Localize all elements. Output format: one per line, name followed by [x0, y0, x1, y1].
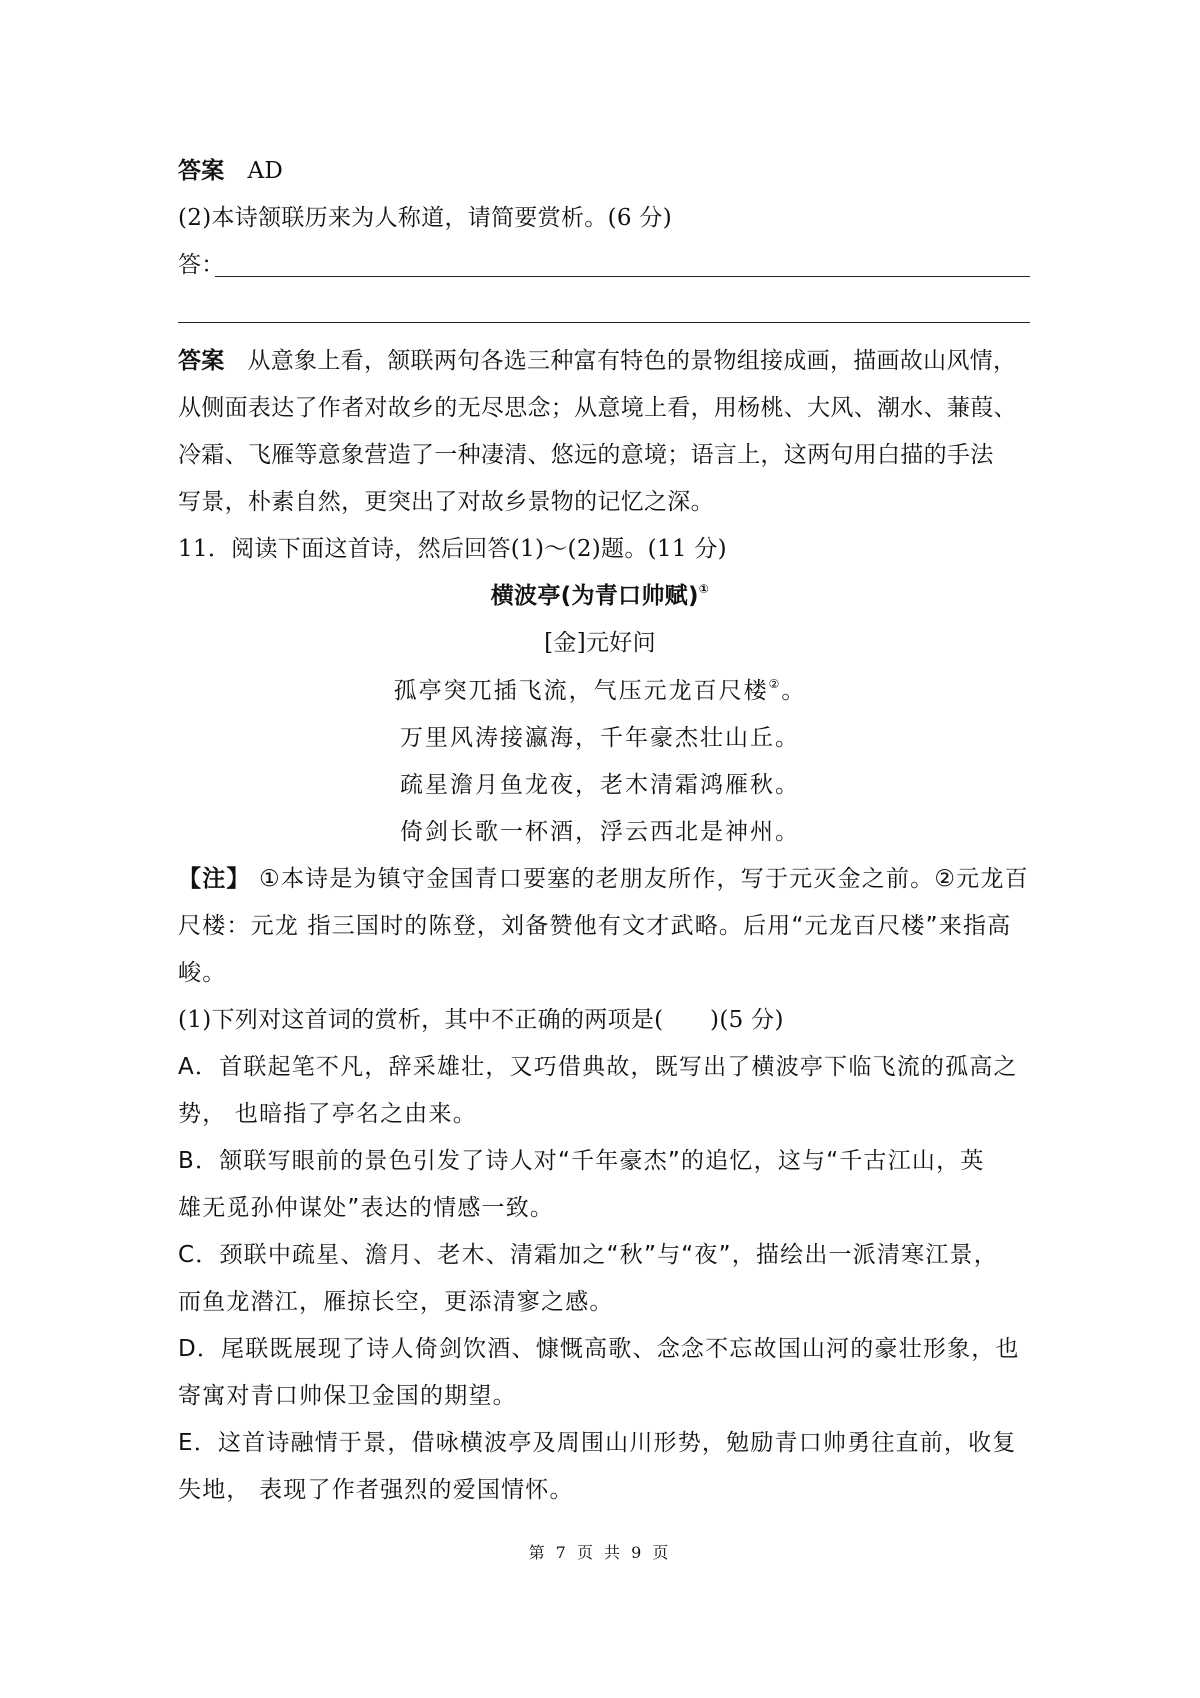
answer-label: 答： — [178, 252, 225, 278]
option-b-line-2: 雄无觅孙仲谋处”表达的情感一致。 — [178, 1195, 555, 1221]
option-a-line-1: A．首联起笔不凡，辞采雄壮，又巧借典故，既写出了横波亭下临飞流的孤高之 — [178, 1054, 1018, 1080]
q2-answer-line-1: 答案 从意象上看，颔联两句各选三种富有特色的景物组接成画，描画故山风情， — [178, 347, 1017, 374]
option-b-line-1: B．颔联写眼前的景色引发了诗人对“千年豪杰”的追忆，这与“千古江山，英 — [178, 1148, 985, 1174]
option-e-line-2: 失地， 表现了作者强烈的爱国情怀。 — [178, 1477, 574, 1503]
poem-author: [金]元好问 — [544, 630, 656, 656]
answer-blank-line-2 — [178, 322, 1030, 323]
answer-blank-line-1 — [215, 276, 1030, 277]
footnote-marker-2: ② — [768, 677, 782, 691]
option-a-line-2: 势， 也暗指了亭名之由来。 — [178, 1101, 477, 1127]
sub-question-1: (1)下列对这首词的赏析，其中不正确的两项是( )(5 分) — [178, 1007, 784, 1033]
note-line-2: 尺楼：元龙 指三国时的陈登，刘备赞他有文才武略。后用“元龙百尺楼”来指高 — [178, 913, 1012, 939]
option-e-line-1: E．这首诗融情于景，借咏横波亭及周围山川形势，勉励青口帅勇往直前，收复 — [178, 1430, 1017, 1456]
question-2-prompt: (2)本诗颔联历来为人称道，请简要赏析。(6 分) — [178, 205, 672, 231]
q2-answer-line-3: 冷霜、飞雁等意象营造了一种凄清、悠远的意境；语言上，这两句用白描的手法 — [178, 442, 994, 468]
poem-line-2: 万里风涛接瀛海，千年豪杰壮山丘。 — [400, 725, 800, 751]
note-line-1: 【注】 ①本诗是为镇守金国青口要塞的老朋友所作，写于元灭金之前。②元龙百 — [178, 866, 1029, 892]
option-c-line-1: C．颈联中疏星、澹月、老木、清霜加之“秋”与“夜”，描绘出一派清寒江景， — [178, 1242, 998, 1268]
question-11-stem: 11．阅读下面这首诗，然后回答(1)～(2)题。(11 分) — [178, 536, 727, 562]
option-d-line-1: D．尾联既展现了诗人倚剑饮酒、慷慨高歌、念念不忘故国山河的豪壮形象，也 — [178, 1336, 1020, 1362]
poem-title: 横波亭(为青口帅赋)① — [490, 582, 710, 609]
option-c-line-2: 而鱼龙潜江，雁掠长空，更添清寥之感。 — [178, 1289, 614, 1315]
footnote-marker-1: ① — [698, 582, 710, 596]
poem-line-3: 疏星澹月鱼龙夜，老木清霜鸿雁秋。 — [400, 772, 800, 798]
poem-line-1: 孤亭突兀插飞流，气压元龙百尺楼②。 — [393, 677, 807, 704]
q2-answer-line-4: 写景，朴素自然，更突出了对故乡景物的记忆之深。 — [178, 489, 714, 515]
note-line-3: 峻。 — [178, 960, 227, 986]
option-d-line-2: 寄寓对青口帅保卫金国的期望。 — [178, 1383, 517, 1409]
answer-ad: 答案 AD — [178, 157, 284, 184]
page-number-footer: 第 7 页 共 9 页 — [528, 1543, 672, 1562]
q2-answer-line-2: 从侧面表达了作者对故乡的无尽思念；从意境上看，用杨桃、大风、潮水、蒹葭、 — [178, 395, 1017, 421]
poem-line-4: 倚剑长歌一杯酒，浮云西北是神州。 — [400, 819, 800, 845]
